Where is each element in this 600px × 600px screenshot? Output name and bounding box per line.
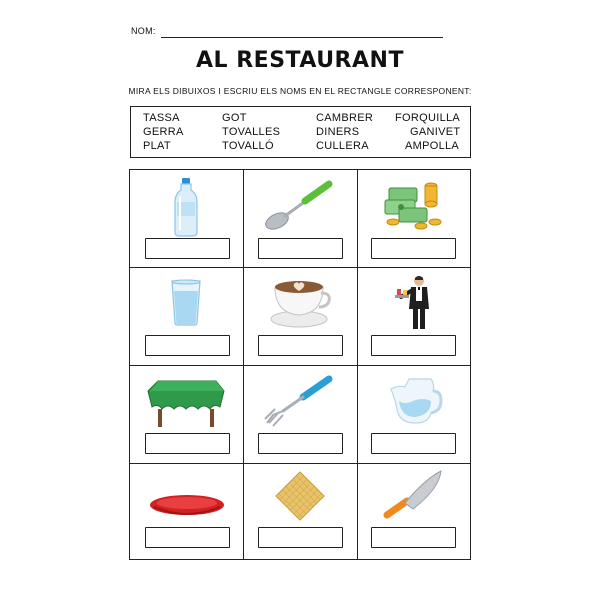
cell-9	[357, 365, 471, 463]
knife-icon	[383, 469, 443, 521]
instruction-text: MIRA ELS DIBUIXOS I ESCRIU ELS NOMS EN EL RECTANGLE CORRESPONENT:	[128, 86, 472, 96]
word-bank-item: CULLERA	[316, 140, 369, 152]
word-bank-box	[130, 106, 471, 158]
answer-box[interactable]	[371, 433, 456, 454]
tablecloth-table-icon	[148, 373, 226, 429]
answer-box[interactable]	[145, 433, 230, 454]
word-bank-item: PLAT	[143, 140, 171, 152]
fork-icon	[263, 373, 335, 429]
cell-5	[243, 267, 357, 365]
answer-box[interactable]	[371, 527, 456, 548]
word-bank-item: TASSA	[143, 112, 180, 124]
word-bank-item: CAMBRER	[316, 112, 374, 124]
cell-10	[130, 463, 243, 559]
page-title: AL RESTAURANT	[196, 48, 404, 73]
answer-box[interactable]	[371, 335, 456, 356]
answer-box[interactable]	[371, 238, 456, 259]
picture-grid	[129, 169, 471, 560]
answer-box[interactable]	[258, 527, 343, 548]
word-bank-item: DINERS	[316, 126, 360, 138]
cell-7	[130, 365, 243, 463]
name-input-line[interactable]	[161, 37, 443, 38]
plate-icon	[148, 491, 226, 521]
word-bank-item: FORQUILLA	[395, 112, 461, 124]
word-bank-item: GOT	[222, 112, 247, 124]
cell-3	[357, 170, 471, 267]
cell-8	[243, 365, 357, 463]
cell-6	[357, 267, 471, 365]
water-bottle-icon	[173, 178, 199, 236]
pitcher-icon	[391, 373, 443, 427]
cell-4	[130, 267, 243, 365]
answer-box[interactable]	[258, 433, 343, 454]
money-icon	[385, 178, 443, 230]
word-bank-item: AMPOLLA	[405, 140, 460, 152]
waiter-icon	[395, 275, 433, 331]
cell-12	[357, 463, 471, 559]
word-bank-item: TOVALLES	[222, 126, 281, 138]
coffee-cup-icon	[269, 275, 331, 329]
spoon-icon	[263, 178, 335, 233]
answer-box[interactable]	[258, 335, 343, 356]
cell-11	[243, 463, 357, 559]
napkin-icon	[273, 469, 327, 523]
word-bank-item: TOVALLÓ	[222, 140, 274, 152]
word-bank-item: GANIVET	[410, 126, 461, 138]
answer-box[interactable]	[145, 527, 230, 548]
answer-box[interactable]	[258, 238, 343, 259]
cell-1	[130, 170, 243, 267]
glass-icon	[170, 279, 202, 327]
answer-box[interactable]	[145, 238, 230, 259]
word-bank-item: GERRA	[143, 126, 184, 138]
name-label: NOM:	[131, 26, 156, 36]
cell-2	[243, 170, 357, 267]
answer-box[interactable]	[145, 335, 230, 356]
name-row	[131, 24, 443, 40]
